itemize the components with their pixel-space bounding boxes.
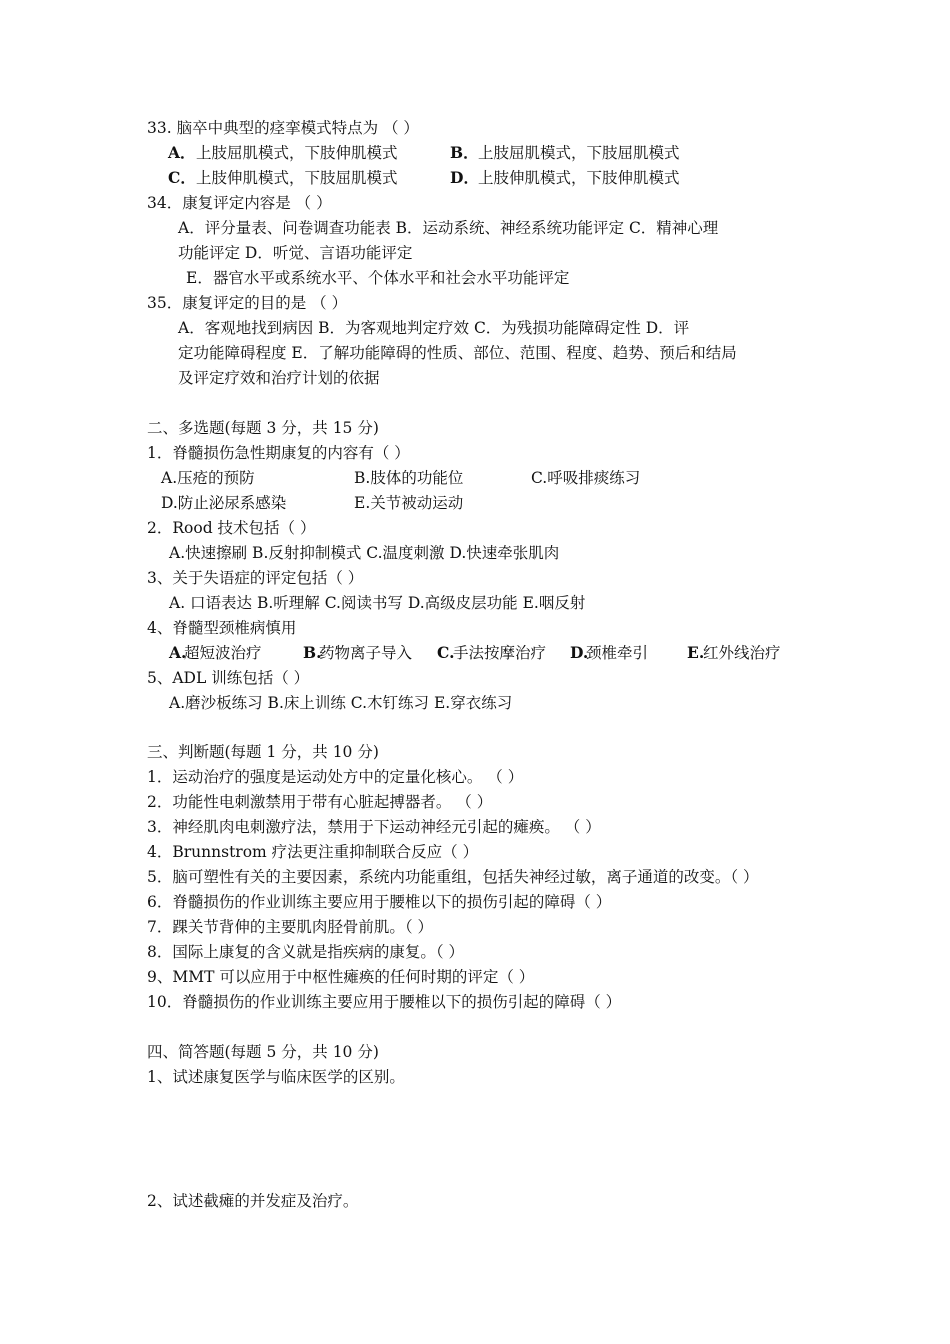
q33-a-key: A． — [168, 143, 196, 162]
mc-q1-option-e: E.关节被动运动 — [354, 494, 464, 512]
tf-item-2: 2．功能性电刺激禁用于带有心脏起搏器者。 （ ） — [147, 793, 493, 811]
q34-options-line2: 功能评定 D．听觉、言语功能评定 — [178, 244, 413, 262]
q34-stem: 34．康复评定内容是 （ ） — [147, 194, 332, 212]
mc-q5-stem: 5、ADL 训练包括（ ） — [147, 669, 310, 687]
mc-q4-d-text: 颈椎牵引 — [586, 644, 649, 662]
tf-item-8: 8．国际上康复的含义就是指疾病的康复。（ ） — [147, 943, 465, 961]
section-true-false-heading: 三、判断题(每题 1 分，共 10 分) — [147, 743, 379, 761]
sa-item-2: 2、试述截瘫的并发症及治疗。 — [147, 1192, 359, 1210]
mc-q4-d-key: D. — [570, 643, 589, 662]
mc-q4-e-text: 红外线治疗 — [703, 644, 781, 662]
mc-q4-c-key: C. — [437, 643, 455, 662]
q33-d-key: D． — [450, 168, 479, 187]
tf-item-6: 6．脊髓损伤的作业训练主要应用于腰椎以下的损伤引起的障碍（ ） — [147, 893, 612, 911]
section-short-answer-heading: 四、简答题(每题 5 分，共 10 分) — [147, 1043, 379, 1061]
mc-q2-stem: 2．Rood 技术包括（ ） — [147, 519, 316, 537]
q33-d-text: 上肢伸肌模式，下肢伸肌模式 — [478, 169, 680, 187]
mc-q3-options: A. 口语表达 B.听理解 C.阅读书写 D.高级皮层功能 E.咽反射 — [169, 594, 586, 612]
tf-item-4: 4．Brunnstrom 疗法更注重抑制联合反应（ ） — [147, 843, 479, 861]
mc-q5-options: A.磨沙板练习 B.床上训练 C.木钉练习 E.穿衣练习 — [169, 694, 513, 712]
q33-a-text: 上肢屈肌模式，下肢伸肌模式 — [196, 144, 398, 162]
q35-options-line1: A．客观地找到病因 B．为客观地判定疗效 C．为残损功能障碍定性 D．评 — [178, 319, 690, 337]
q34-options-line3: E．器官水平或系统水平、个体水平和社会水平功能评定 — [186, 269, 570, 287]
mc-q4-stem: 4、脊髓型颈椎病慎用 — [147, 619, 297, 637]
q33-stem: 33. 脑卒中典型的痉挛模式特点为 （ ） — [147, 119, 419, 137]
tf-item-10: 10．脊髓损伤的作业训练主要应用于腰椎以下的损伤引起的障碍（ ） — [147, 993, 622, 1011]
mc-q1-option-a: A.压疮的预防 — [161, 469, 255, 487]
mc-q4-a-key: A. — [169, 643, 187, 662]
mc-q3-stem: 3、关于失语症的评定包括（ ） — [147, 569, 364, 587]
tf-item-7: 7．踝关节背伸的主要肌肉胫骨前肌。（ ） — [147, 918, 434, 936]
q34-options-line1: A．评分量表、问卷调查功能表 B．运动系统、神经系统功能评定 C．精神心理 — [178, 219, 719, 237]
tf-item-9: 9、MMT 可以应用于中枢性瘫痪的任何时期的评定（ ） — [147, 968, 535, 986]
mc-q1-stem: 1．脊髓损伤急性期康复的内容有（ ） — [147, 444, 410, 462]
mc-q1-option-b: B.肢体的功能位 — [354, 469, 464, 487]
mc-q4-b-text: 药物离子导入 — [319, 644, 413, 662]
mc-q4-a-text: 超短波治疗 — [184, 644, 262, 662]
q35-stem: 35．康复评定的目的是 （ ） — [147, 294, 348, 312]
q33-b-key: B． — [450, 143, 479, 162]
q35-options-line3: 及评定疗效和治疗计划的依据 — [178, 369, 380, 387]
sa-item-1: 1、试述康复医学与临床医学的区别。 — [147, 1068, 405, 1086]
section-multi-choice-heading: 二、多选题(每题 3 分，共 15 分) — [147, 419, 379, 437]
q33-b-text: 上肢屈肌模式，下肢屈肌模式 — [478, 144, 680, 162]
q33-c-key: C． — [168, 168, 196, 187]
tf-item-1: 1．运动治疗的强度是运动处方中的定量化核心。 （ ） — [147, 768, 524, 786]
tf-item-5: 5．脑可塑性有关的主要因素，系统内功能重组，包括失神经过敏，离子通道的改变。（ ） — [147, 868, 759, 886]
mc-q2-options: A.快速擦刷 B.反射抑制模式 C.温度刺激 D.快速牵张肌肉 — [169, 544, 560, 562]
mc-q4-c-text: 手法按摩治疗 — [453, 644, 547, 662]
mc-q4-b-key: B. — [303, 643, 322, 662]
tf-item-3: 3．神经肌肉电刺激疗法，禁用于下运动神经元引起的瘫痪。 （ ） — [147, 818, 601, 836]
mc-q1-option-d: D.防止泌尿系感染 — [161, 494, 287, 512]
q33-c-text: 上肢伸肌模式，下肢屈肌模式 — [196, 169, 398, 187]
mc-q4-e-key: E. — [687, 643, 705, 662]
mc-q1-option-c: C.呼吸排痰练习 — [531, 469, 641, 487]
q35-options-line2: 定功能障碍程度 E．了解功能障碍的性质、部位、范围、程度、趋势、预后和结局 — [178, 344, 737, 362]
